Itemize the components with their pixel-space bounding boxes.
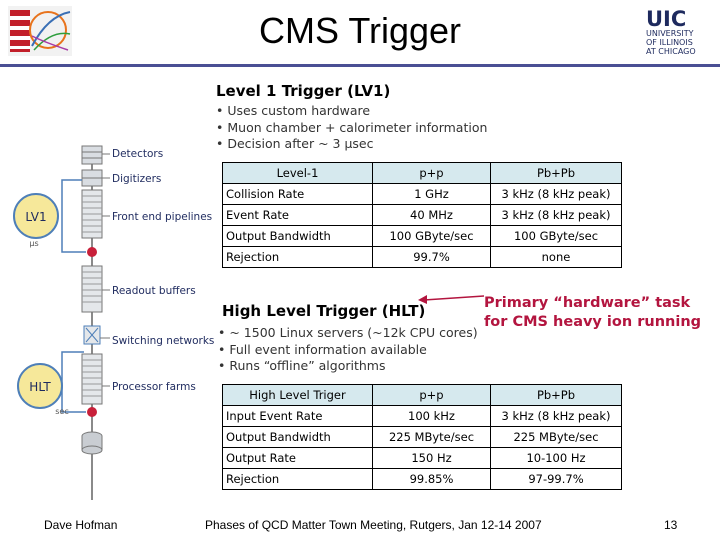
table-cell: Rejection <box>223 469 373 490</box>
bullet-item: • Full event information available <box>218 342 478 359</box>
header-rule <box>0 64 720 67</box>
hlt-table <box>222 384 622 490</box>
svg-text:AT CHICAGO: AT CHICAGO <box>646 47 696 56</box>
table-cell: none <box>491 247 622 268</box>
table-row <box>223 184 622 205</box>
table-cell: Input Event Rate <box>223 406 373 427</box>
table-cell: Event Rate <box>223 205 373 226</box>
table-row <box>223 469 622 490</box>
trigger-architecture-diagram <box>0 140 215 515</box>
table-header-cell: p+p <box>373 385 491 406</box>
table-cell: Collision Rate <box>223 184 373 205</box>
table-cell: 3 kHz (8 kHz peak) <box>491 406 622 427</box>
page-number: 13 <box>664 518 678 532</box>
table-cell: Output Rate <box>223 448 373 469</box>
table-header-cell: p+p <box>373 163 491 184</box>
callout-arrow <box>418 286 488 306</box>
table-header-cell: Pb+Pb <box>491 385 622 406</box>
table-row <box>223 406 622 427</box>
table-header-cell: High Level Triger <box>223 385 373 406</box>
svg-text:OF ILLINOIS: OF ILLINOIS <box>646 38 693 47</box>
table-cell: Rejection <box>223 247 373 268</box>
table-cell: 100 GByte/sec <box>373 226 491 247</box>
uic-logo <box>642 4 714 62</box>
table-cell: 99.85% <box>373 469 491 490</box>
front-end-label: Front end pipelines <box>112 211 213 223</box>
table-header-cell: Pb+Pb <box>491 163 622 184</box>
table-header-cell: Level-1 <box>223 163 373 184</box>
footer-event: Phases of QCD Matter Town Meeting, Rutgers, Jan 12-14 2007 <box>205 518 542 532</box>
svg-text:UIC: UIC <box>646 7 687 31</box>
callout-text <box>484 294 704 332</box>
table-cell: 100 GByte/sec <box>491 226 622 247</box>
callout-line: for CMS heavy ion running <box>484 314 702 330</box>
lv1-bullets <box>216 103 487 153</box>
table-row <box>223 427 622 448</box>
table-cell: 1 GHz <box>373 184 491 205</box>
detectors-label: Detectors <box>112 148 164 160</box>
readout-label: Readout buffers <box>112 285 196 297</box>
table-row <box>223 205 622 226</box>
footer-author: Dave Hofman <box>44 518 118 532</box>
table-cell: 10-100 Hz <box>491 448 622 469</box>
digitizers-label: Digitizers <box>112 173 162 185</box>
table-cell: 225 MByte/sec <box>373 427 491 448</box>
bullet-item: • Runs “offline” algorithms <box>218 358 478 375</box>
table-cell: 150 Hz <box>373 448 491 469</box>
hlt-label: HLT <box>29 380 51 394</box>
callout-line: Primary “hardware” task <box>484 295 691 311</box>
table-cell: 97-99.7% <box>491 469 622 490</box>
lv1-label: LV1 <box>25 210 47 224</box>
table-row <box>223 448 622 469</box>
us-label: µs <box>29 239 39 248</box>
table-row <box>223 226 622 247</box>
table-cell: 225 MByte/sec <box>491 427 622 448</box>
lv1-heading: Level 1 Trigger (LV1) <box>216 82 391 100</box>
table-header-row <box>223 163 622 184</box>
table-cell: 3 kHz (8 kHz peak) <box>491 184 622 205</box>
hlt-bullets <box>218 325 478 375</box>
table-cell: 99.7% <box>373 247 491 268</box>
table-cell: 3 kHz (8 kHz peak) <box>491 205 622 226</box>
bullet-item: • ~ 1500 Linux servers (~12k CPU cores) <box>218 325 478 342</box>
svg-text:UNIVERSITY: UNIVERSITY <box>646 29 694 38</box>
cms-logo <box>8 6 72 56</box>
table-cell: Output Bandwidth <box>223 427 373 448</box>
lv1-table <box>222 162 622 268</box>
table-cell: 100 kHz <box>373 406 491 427</box>
switching-label: Switching networks <box>112 335 215 347</box>
bullet-item: • Uses custom hardware <box>216 103 487 120</box>
page-title: CMS Trigger <box>258 10 462 51</box>
bullet-item: • Muon chamber + calorimeter information <box>216 120 487 137</box>
table-cell: Output Bandwidth <box>223 226 373 247</box>
sec-label: sec <box>55 407 69 416</box>
hlt-heading: High Level Trigger (HLT) <box>222 302 426 320</box>
table-header-row <box>223 385 622 406</box>
bullet-item: • Decision after ~ 3 µsec <box>216 136 487 153</box>
processor-label: Processor farms <box>112 381 196 393</box>
table-cell: 40 MHz <box>373 205 491 226</box>
table-row <box>223 247 622 268</box>
